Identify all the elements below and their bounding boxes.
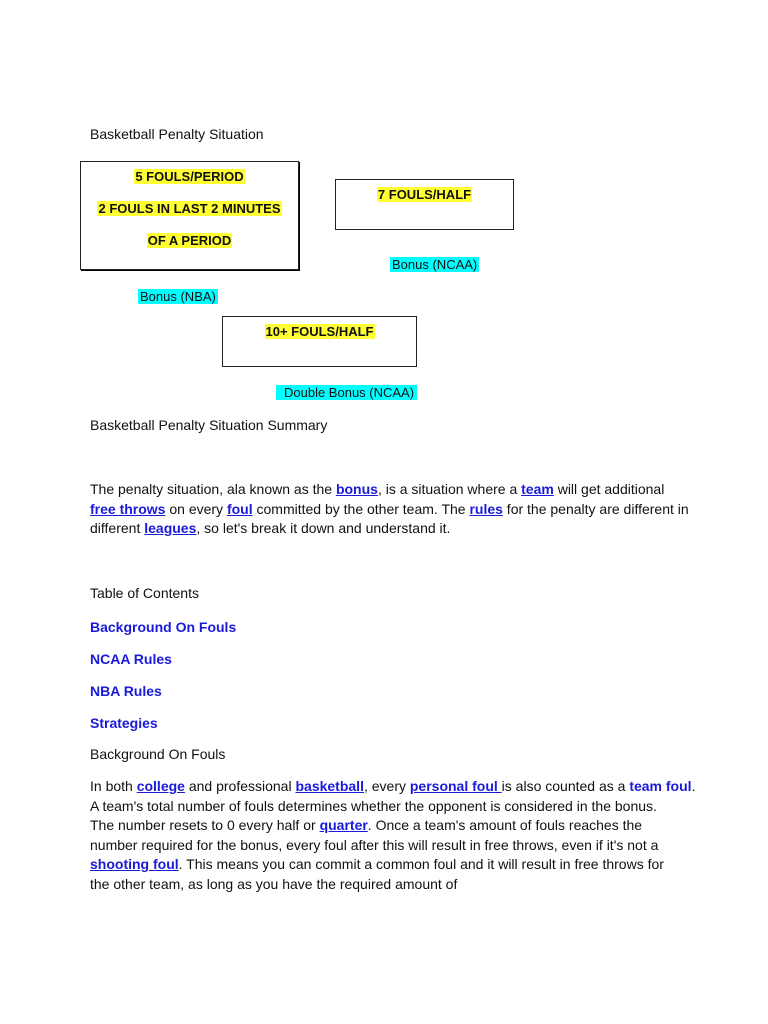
body-line-6: the other team, as long as you have the required amount of <box>90 875 458 892</box>
toc-heading: Table of Contents <box>90 585 199 601</box>
text-run: is also counted as a <box>501 778 630 794</box>
toc-item-strategies[interactable]: Strategies <box>90 715 158 731</box>
nba-box-line-3: OF A PERIOD <box>147 233 232 248</box>
double-bonus-fouls-box <box>222 316 417 367</box>
text-run: The penalty situation, ala known as the <box>90 481 336 497</box>
link-shooting-foul[interactable]: shooting foul <box>90 856 179 872</box>
link-quarter[interactable]: quarter <box>319 817 368 833</box>
text-run: and professional <box>184 778 296 794</box>
text-run: different <box>90 520 145 536</box>
toc-item-background-on-fouls[interactable]: Background On Fouls <box>90 619 237 635</box>
text-run: In both <box>90 778 137 794</box>
double-bonus-label: Double Bonus (NCAA) <box>276 385 417 400</box>
intro-line-1 <box>90 480 690 500</box>
intro-line-2 <box>90 500 690 520</box>
link-basketball[interactable]: basketball <box>295 778 364 794</box>
text-run: on every <box>165 500 227 517</box>
text-run: will get additional <box>553 481 665 497</box>
toc-item-ncaa-rules[interactable]: NCAA Rules <box>90 651 172 667</box>
intro-line-3 <box>90 519 690 539</box>
text-run: , so let's break it down and understand it. <box>196 520 451 536</box>
text-run: . This means you can commit a common foul and it will result in free throws for <box>178 856 664 872</box>
bonus-nba-label: Bonus (NBA) <box>140 289 216 304</box>
link-team-foul[interactable]: team foul <box>629 778 692 794</box>
link-leagues[interactable]: leagues <box>144 520 197 536</box>
link-team[interactable]: team <box>521 481 554 497</box>
toc-item-nba-rules[interactable]: NBA Rules <box>90 683 162 699</box>
ncaa-box-label: 7 FOULS/HALF <box>377 187 472 202</box>
ncaa-fouls-box <box>335 179 514 230</box>
body-line-5 <box>90 855 690 875</box>
nba-fouls-box <box>80 161 299 270</box>
link-rules[interactable]: rules <box>469 500 503 517</box>
text-run: for the penalty are different in <box>502 500 689 517</box>
body-line-3 <box>90 816 690 836</box>
text-run: , is a situation where a <box>377 481 522 497</box>
nba-box-line-2: 2 FOULS IN LAST 2 MINUTES <box>98 201 281 216</box>
text-run: . <box>691 778 696 794</box>
text-run: . Once a team's amount of fouls reaches the <box>367 817 643 833</box>
page-title: Basketball Penalty Situation <box>90 126 264 142</box>
body-line-4: number required for the bonus, every foul after this will result in free throws, even if it's not a <box>90 836 659 853</box>
nba-box-line-1: 5 FOULS/PERIOD <box>135 169 244 184</box>
body-line-1 <box>90 777 696 797</box>
text-run: The number resets to 0 every half or <box>90 817 320 833</box>
double-bonus-box-label: 10+ FOULS/HALF <box>265 324 374 339</box>
section-title: Background On Fouls <box>90 746 226 762</box>
text-run: , every <box>363 778 410 794</box>
body-line-2: A team's total number of fouls determines whether the opponent is considered in the bonus. <box>90 797 657 814</box>
link-foul[interactable]: foul <box>226 500 253 517</box>
summary-heading: Basketball Penalty Situation Summary <box>90 417 328 433</box>
link-personal-foul[interactable]: personal foul <box>409 778 502 794</box>
link-free-throws[interactable]: free throws <box>90 500 166 517</box>
bonus-ncaa-label: Bonus (NCAA) <box>392 257 478 272</box>
text-run: committed by the other team. The <box>252 500 470 517</box>
link-college[interactable]: college <box>136 778 185 794</box>
link-bonus[interactable]: bonus <box>335 481 378 497</box>
